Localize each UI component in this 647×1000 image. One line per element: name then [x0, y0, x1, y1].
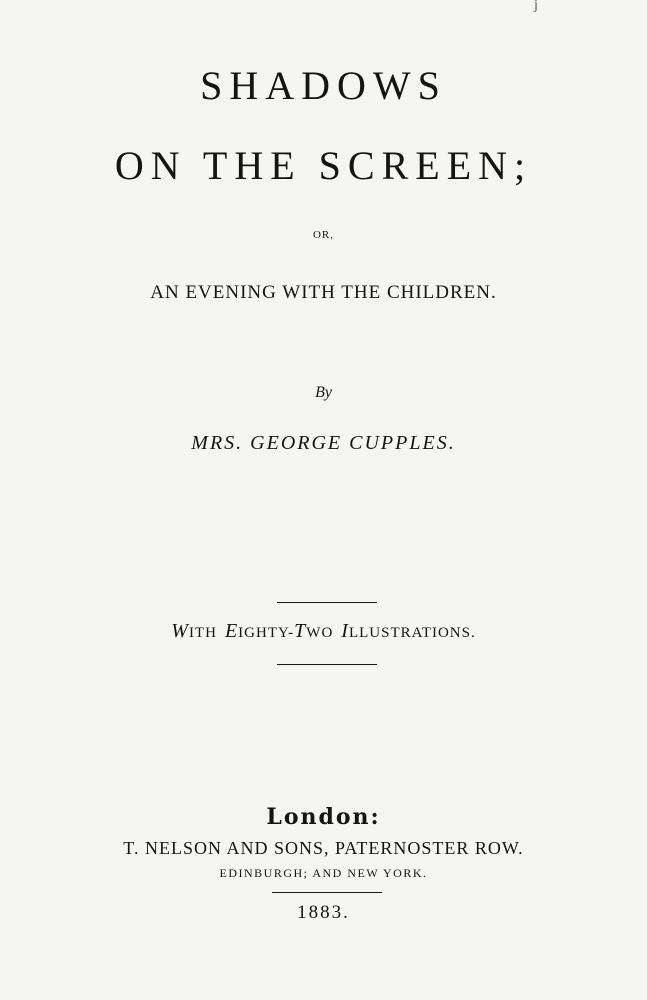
or-connector: OR,: [312, 229, 335, 241]
imprint-city: London:: [266, 804, 381, 830]
illus-word4-rest: LLUSTRATIONS.: [348, 625, 476, 641]
illus-word2-rest: IGHTY-: [238, 625, 295, 641]
imprint-publisher: T. NELSON AND SONS, PATERNOSTER ROW.: [123, 838, 524, 858]
stray-mark: j: [534, 0, 538, 13]
illus-word3-cap: T: [294, 620, 307, 642]
illus-word1-rest: ITH: [188, 625, 217, 641]
illus-word3-rest: WO: [306, 625, 334, 641]
imprint-rule: [272, 892, 382, 893]
illustrations-note: [0, 620, 647, 643]
illus-word1-cap: W: [171, 620, 189, 642]
title-line-1: SHADOWS: [200, 63, 447, 108]
imprint-year: 1883.: [297, 902, 350, 923]
imprint-places: EDINBURGH; AND NEW YORK.: [219, 866, 428, 880]
subtitle: AN EVENING WITH THE CHILDREN.: [150, 282, 497, 303]
bottom-rule: [277, 664, 377, 665]
by-label: By: [315, 384, 332, 401]
illus-word2-cap: E: [224, 620, 239, 642]
top-rule: [277, 602, 377, 603]
author-name: MRS. GEORGE CUPPLES.: [191, 432, 456, 454]
title-line-2: ON THE SCREEN;: [114, 143, 533, 188]
illus-word4-cap: I: [341, 620, 349, 642]
